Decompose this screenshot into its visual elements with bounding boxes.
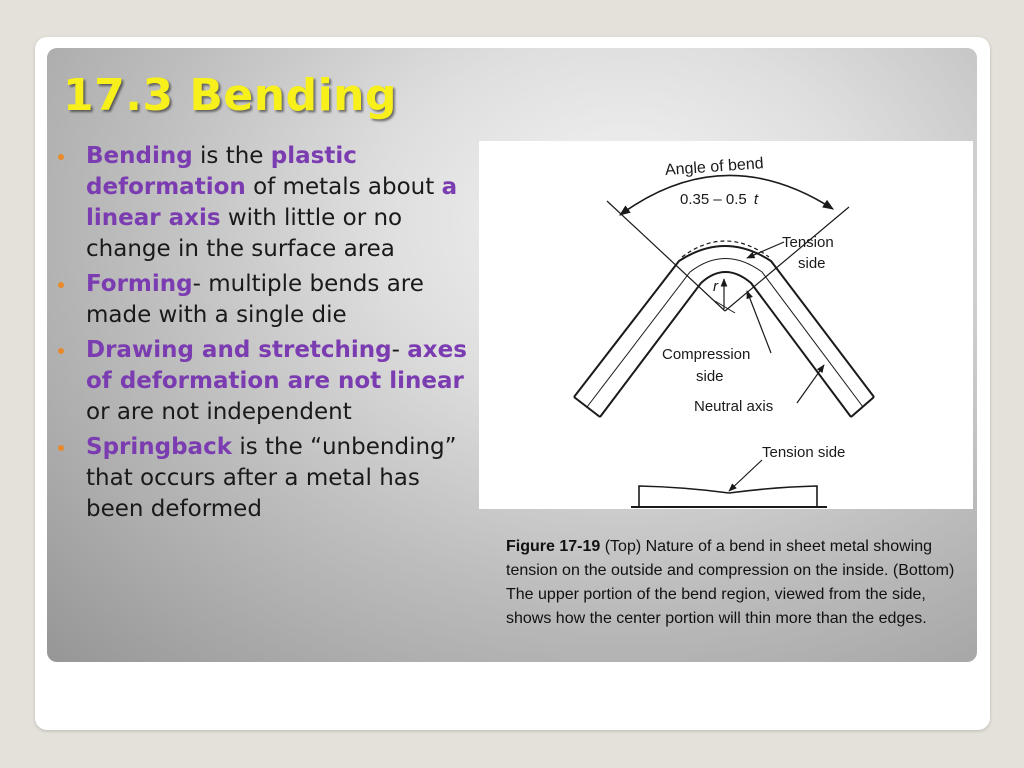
neutral-axis-label: Neutral axis bbox=[694, 398, 774, 415]
angle-of-bend-label: Angle of bend bbox=[664, 155, 765, 180]
bullet-text: - multiple bends are made with a single die bbox=[86, 271, 424, 328]
bullet-list bbox=[56, 141, 480, 529]
tension-side-bottom-label: Tension side bbox=[762, 444, 846, 461]
angle-reference-line bbox=[607, 201, 725, 311]
bullet-term: axes of deformation are not linear bbox=[86, 337, 467, 394]
plate-inner-surface bbox=[600, 272, 851, 417]
compression-side-label-line1: Compression bbox=[662, 346, 751, 363]
side-view-plate bbox=[639, 486, 817, 507]
angle-reference-line bbox=[725, 207, 849, 311]
bullet-item bbox=[56, 432, 480, 525]
tension-side-top-label-line1: Tension bbox=[782, 234, 834, 251]
tension-bottom-leader bbox=[729, 460, 762, 491]
tension-side-top-label-line2: side bbox=[798, 255, 826, 272]
bullet-text: of metals about bbox=[245, 174, 442, 200]
bullet-text: with little or no change in the surface area bbox=[86, 205, 403, 262]
plate-end bbox=[851, 397, 874, 417]
plate-end bbox=[574, 397, 600, 417]
bullet-dot-icon bbox=[58, 445, 64, 451]
tension-leader bbox=[747, 242, 784, 258]
bullet-item bbox=[56, 141, 480, 265]
radius-tick bbox=[715, 301, 735, 313]
bullet-term: a linear axis bbox=[86, 174, 458, 231]
radius-label: r bbox=[713, 278, 718, 295]
bullet-term: Drawing and stretching bbox=[86, 337, 392, 363]
thickness-variable: t bbox=[753, 191, 759, 208]
bullet-item bbox=[56, 335, 480, 428]
bullet-text: is the “unbending” that occurs after a metal has been deformed bbox=[86, 434, 457, 522]
bullet-term: Bending bbox=[86, 143, 193, 169]
bullet-dot-icon bbox=[58, 282, 64, 288]
bullet-text: is the bbox=[192, 143, 271, 169]
figure-caption-label: Figure 17-19 bbox=[506, 538, 601, 555]
compression-leader bbox=[747, 291, 771, 353]
compression-side-label-line2: side bbox=[696, 368, 724, 385]
slide-title: 17.3 Bending bbox=[63, 70, 397, 121]
figure-caption bbox=[506, 535, 968, 631]
bend-figure bbox=[479, 141, 973, 509]
bullet-term: plastic deformation bbox=[86, 143, 357, 200]
bullet-dot-icon bbox=[58, 154, 64, 160]
figure-caption-text: (Top) Nature of a bend in sheet metal showing tension on the outside and compression on the inside. (Bottom) The upper portion of the bend region, viewed from the side, shows how the center portion will thin more than the edges. bbox=[506, 538, 955, 627]
bullet-text: - bbox=[391, 337, 408, 363]
thickness-ratio-value: 0.35 – 0.5 bbox=[680, 191, 747, 208]
bullet-text: or are not independent bbox=[86, 399, 352, 425]
bullet-term: Forming bbox=[86, 271, 193, 297]
plate-outer-surface bbox=[574, 246, 874, 397]
bullet-dot-icon bbox=[58, 348, 64, 354]
bullet-item bbox=[56, 269, 480, 331]
bullet-term: Springback bbox=[86, 434, 233, 460]
neutral-axis-line bbox=[587, 259, 863, 408]
neutral-axis-leader bbox=[797, 365, 824, 403]
thickness-ratio-label bbox=[680, 191, 759, 208]
bend-diagram bbox=[479, 141, 973, 509]
